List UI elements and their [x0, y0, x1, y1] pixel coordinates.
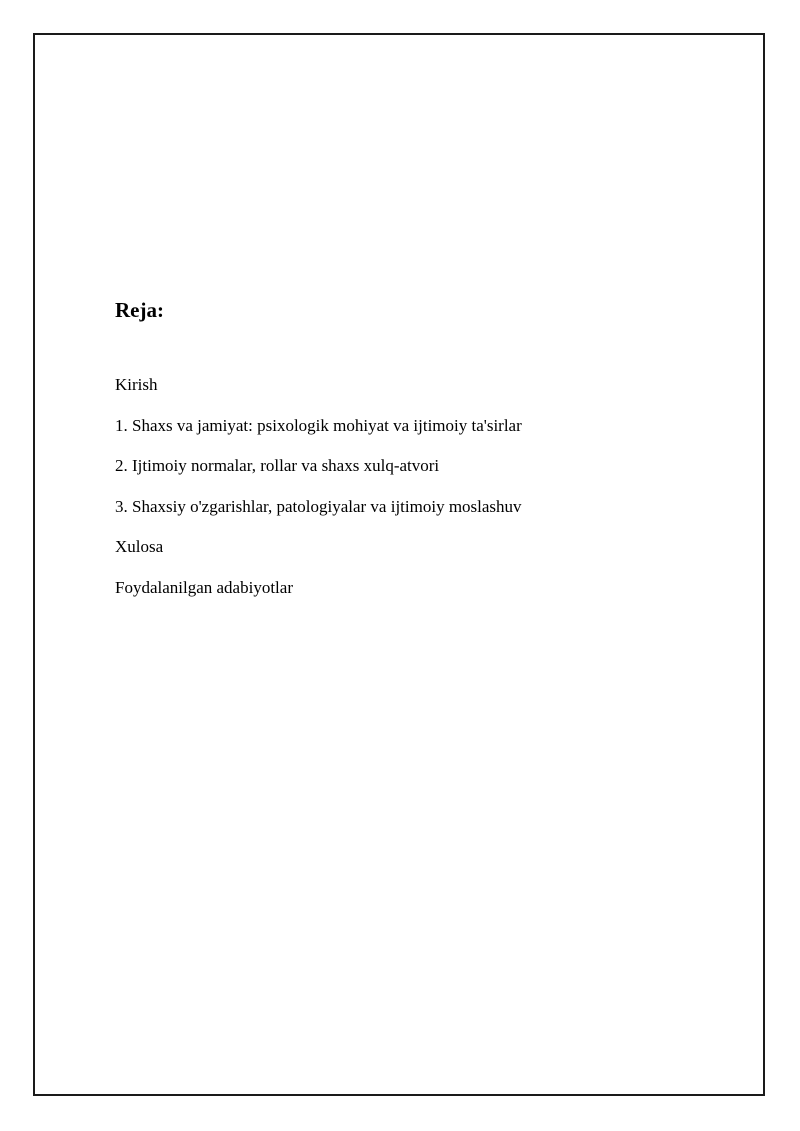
table-of-contents [115, 375, 522, 618]
toc-item-chapter-1: 1. Shaxs va jamiyat: psixologik mohiyat va ijtimoiy ta'sirlar [115, 415, 522, 435]
toc-item-references: Foydalanilgan adabiyotlar [115, 577, 293, 597]
toc-item-conclusion: Xulosa [115, 537, 164, 556]
toc-item-chapter-3: 3. Shaxsiy o'zgarishlar, patologiyalar va ijtimoiy moslashuv [115, 496, 522, 516]
toc-item-introduction: Kirish [115, 375, 158, 394]
toc-item-chapter-2: 2. Ijtimoiy normalar, rollar va shaxs xulq-atvori [115, 456, 440, 475]
plan-heading: Reja: [115, 298, 164, 322]
